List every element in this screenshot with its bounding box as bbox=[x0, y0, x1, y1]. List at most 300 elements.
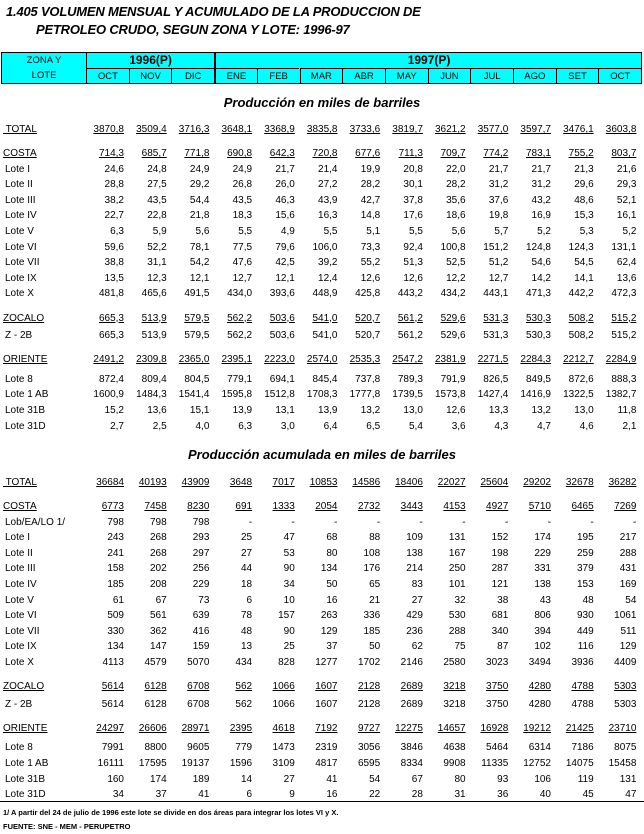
cell-value: - bbox=[547, 516, 551, 528]
cell-value: 15458 bbox=[608, 758, 637, 769]
cell-value: 13,9 bbox=[318, 405, 338, 416]
cell-value: 176 bbox=[363, 563, 381, 575]
cell-value: 2732 bbox=[357, 501, 381, 513]
cell-value: 2146 bbox=[400, 657, 423, 669]
cell-value: 2395 bbox=[229, 722, 253, 734]
cell-value: 158 bbox=[107, 563, 124, 575]
cell-value: 5,2 bbox=[537, 226, 551, 238]
table-row bbox=[0, 311, 644, 327]
cell-value: 198 bbox=[491, 547, 509, 559]
cell-value: 43,5 bbox=[147, 194, 167, 206]
cell-value: 3597,7 bbox=[520, 124, 551, 135]
cell-value: 529,6 bbox=[440, 330, 466, 342]
row-label: Lote II bbox=[5, 179, 33, 191]
header-month-jul: JUL bbox=[470, 68, 513, 83]
table-row bbox=[0, 146, 644, 162]
cell-value: 515,2 bbox=[611, 312, 637, 324]
cell-value: 5614 bbox=[101, 681, 124, 693]
cell-value: 530,3 bbox=[525, 312, 551, 324]
cell-value: 43,2 bbox=[531, 194, 551, 206]
title-line-1: 1.405 VOLUMEN MENSUAL Y ACUMULADO DE LA PRODUCCION DE bbox=[6, 4, 421, 19]
row-label: Lote X bbox=[5, 288, 34, 300]
cell-value: 243 bbox=[107, 532, 124, 544]
cell-value: 169 bbox=[619, 579, 637, 591]
cell-value: 8230 bbox=[187, 501, 210, 513]
cell-value: 4113 bbox=[102, 657, 124, 669]
cell-value: 34 bbox=[283, 579, 295, 591]
cell-value: 12,7 bbox=[232, 272, 253, 284]
cell-value: - bbox=[504, 516, 509, 528]
cell-value: 481,8 bbox=[98, 288, 124, 300]
cell-value: 1573,8 bbox=[435, 389, 466, 401]
cell-value: 34 bbox=[112, 789, 124, 801]
cell-value: 888,3 bbox=[611, 373, 637, 385]
cell-value: 25 bbox=[240, 532, 253, 544]
cell-value: 465,6 bbox=[141, 288, 167, 300]
table-row bbox=[0, 515, 644, 531]
cell-value: 443,2 bbox=[397, 288, 423, 300]
cell-value: 4618 bbox=[272, 722, 295, 734]
cell-value: 59,6 bbox=[104, 241, 124, 253]
table-row bbox=[0, 352, 644, 368]
cell-value: 1484,3 bbox=[136, 389, 167, 401]
cell-value: 5303 bbox=[614, 698, 637, 710]
cell-value: 779,1 bbox=[227, 373, 253, 385]
cell-value: 16 bbox=[326, 789, 338, 801]
cell-value: 116 bbox=[577, 641, 594, 653]
cell-value: 27 bbox=[283, 773, 295, 785]
cell-value: 11,8 bbox=[617, 405, 637, 416]
cell-value: 393,6 bbox=[269, 288, 295, 300]
cell-value: 3476,1 bbox=[563, 124, 594, 135]
cell-value: 14586 bbox=[352, 477, 381, 488]
cell-value: 52,1 bbox=[616, 194, 637, 206]
cell-value: 3577,0 bbox=[477, 124, 509, 135]
cell-value: 16111 bbox=[97, 758, 124, 769]
cell-value: 3218 bbox=[443, 698, 466, 710]
cell-value: 12,6 bbox=[403, 272, 423, 284]
cell-value: 208 bbox=[150, 579, 167, 591]
cell-value: 26,0 bbox=[275, 179, 295, 191]
cell-value: 14,2 bbox=[531, 272, 551, 284]
table-row bbox=[0, 372, 644, 388]
footnote: 1/ A partir del 24 de julio de 1996 este lote se divide en dos áreas para integrar los lotes VI y X. bbox=[3, 808, 339, 817]
cell-value: 217 bbox=[619, 532, 637, 544]
cell-value: 54,4 bbox=[189, 194, 210, 206]
cell-value: 44 bbox=[240, 563, 253, 575]
row-label: Lote IV bbox=[5, 579, 37, 591]
title-line-2: PETROLEO CRUDO, SEGUN ZONA Y LOTE: 1996-97 bbox=[36, 22, 350, 37]
cell-value: 3,6 bbox=[451, 420, 466, 432]
cell-value: 83 bbox=[411, 579, 423, 591]
cell-value: 826,5 bbox=[483, 373, 509, 385]
cell-value: 2284,9 bbox=[605, 354, 637, 366]
cell-value: 297 bbox=[192, 547, 210, 559]
cell-value: 331 bbox=[534, 563, 551, 575]
cell-value: 21,4 bbox=[318, 163, 338, 175]
cell-value: 2,1 bbox=[622, 420, 637, 432]
cell-value: 14 bbox=[240, 773, 253, 785]
cell-value: 503,6 bbox=[269, 312, 295, 324]
cell-value: 7186 bbox=[571, 742, 594, 754]
cell-value: 25604 bbox=[480, 477, 509, 488]
cell-value: 579,5 bbox=[184, 330, 210, 342]
cumulative-table-body bbox=[0, 475, 644, 803]
cell-value: 562,2 bbox=[227, 312, 253, 324]
table-row bbox=[0, 772, 644, 788]
cell-value: 2,5 bbox=[152, 420, 167, 432]
cell-value: 47,6 bbox=[232, 257, 253, 269]
cell-value: 129 bbox=[320, 625, 338, 637]
cell-value: 561 bbox=[150, 610, 167, 622]
cell-value: 31,2 bbox=[488, 179, 509, 191]
cell-value: 5,4 bbox=[408, 420, 423, 432]
cell-value: 2491,2 bbox=[93, 354, 124, 366]
cell-value: 195 bbox=[577, 532, 594, 544]
cell-value: 36684 bbox=[96, 477, 124, 488]
cell-value: 2580 bbox=[443, 657, 466, 669]
cell-value: 1541,4 bbox=[178, 389, 210, 401]
cell-value: 73,3 bbox=[360, 241, 381, 253]
cell-value: 771,8 bbox=[184, 148, 210, 160]
cell-value: 61 bbox=[112, 594, 124, 606]
cell-value: 6,3 bbox=[110, 226, 124, 238]
table-row bbox=[0, 499, 644, 515]
cell-value: 159 bbox=[192, 641, 210, 653]
table-row bbox=[0, 286, 644, 302]
cell-value: 138 bbox=[406, 547, 423, 559]
cell-value: 40193 bbox=[138, 477, 167, 488]
cell-value: 694,1 bbox=[269, 373, 295, 385]
table-row bbox=[0, 177, 644, 193]
row-label: Lote 31D bbox=[5, 789, 46, 801]
cell-value: 48 bbox=[582, 594, 594, 606]
cell-value: 798 bbox=[107, 516, 124, 528]
cell-value: 14657 bbox=[437, 722, 466, 734]
cell-value: 12,3 bbox=[147, 272, 167, 284]
cell-value: 46,3 bbox=[275, 194, 295, 206]
cell-value: 2535,3 bbox=[349, 354, 381, 366]
cell-value: 508,2 bbox=[568, 330, 594, 342]
cell-value: 2381,9 bbox=[435, 354, 466, 366]
cell-value: 13,2 bbox=[360, 405, 381, 416]
header-month-jun: JUN bbox=[428, 68, 471, 83]
cell-value: 1473 bbox=[272, 742, 295, 754]
cell-value: 48 bbox=[240, 625, 253, 637]
cell-value: 2309,8 bbox=[136, 354, 167, 366]
cell-value: 17595 bbox=[138, 758, 167, 769]
cell-value: 434 bbox=[235, 657, 253, 669]
cell-value: 639 bbox=[192, 610, 210, 622]
cell-value: 9605 bbox=[187, 742, 210, 754]
cell-value: 714,3 bbox=[98, 148, 124, 160]
cell-value: 87 bbox=[497, 641, 509, 653]
cell-value: - bbox=[376, 516, 381, 528]
cell-value: 471,3 bbox=[525, 288, 551, 300]
cell-value: 791,9 bbox=[440, 373, 466, 385]
cell-value: 13 bbox=[240, 641, 253, 653]
cell-value: 2319 bbox=[315, 742, 338, 754]
cell-value: 8800 bbox=[144, 742, 167, 754]
cell-value: 256 bbox=[192, 563, 210, 575]
cell-value: 26,8 bbox=[232, 179, 253, 191]
cell-value: 7192 bbox=[315, 722, 338, 734]
table-header bbox=[1, 52, 642, 84]
cell-value: 78 bbox=[240, 610, 253, 622]
cell-value: 520,7 bbox=[355, 330, 381, 342]
cell-value: 16928 bbox=[480, 722, 509, 734]
cell-value: 27 bbox=[240, 547, 253, 559]
cell-value: 43,9 bbox=[318, 194, 338, 206]
cell-value: 15,1 bbox=[189, 405, 210, 416]
cell-value: 5,7 bbox=[494, 226, 509, 238]
table-row bbox=[0, 721, 644, 737]
cell-value: 77,5 bbox=[232, 241, 253, 253]
cell-value: 5070 bbox=[187, 657, 210, 669]
row-label: Lote 31D bbox=[5, 420, 46, 432]
cell-value: 14075 bbox=[565, 758, 594, 769]
cell-value: 681 bbox=[491, 610, 509, 622]
cell-value: - bbox=[590, 516, 594, 528]
cell-value: 17,6 bbox=[403, 210, 423, 222]
cell-value: 362 bbox=[150, 625, 167, 637]
cell-value: 30,1 bbox=[403, 179, 423, 191]
cell-value: 27,2 bbox=[318, 179, 338, 191]
cell-value: 3716,3 bbox=[178, 124, 210, 135]
cell-value: 35,6 bbox=[446, 194, 466, 206]
table-row bbox=[0, 387, 644, 403]
cell-value: 691 bbox=[235, 501, 253, 513]
cell-value: 2395,1 bbox=[221, 354, 253, 366]
cell-value: 21 bbox=[369, 594, 381, 606]
cell-value: 1277 bbox=[315, 657, 338, 669]
cell-value: 1066 bbox=[272, 698, 295, 710]
cell-value: 5,5 bbox=[323, 226, 338, 238]
cell-value: 241 bbox=[107, 547, 124, 559]
cell-value: 108 bbox=[363, 547, 381, 559]
row-label: Lote III bbox=[5, 563, 36, 575]
cell-value: 293 bbox=[192, 532, 210, 544]
cell-value: 24,9 bbox=[232, 163, 253, 175]
cell-value: 6708 bbox=[187, 698, 210, 710]
cell-value: 52,2 bbox=[147, 241, 167, 253]
cell-value: 13,9 bbox=[232, 405, 253, 416]
cell-value: 4409 bbox=[614, 657, 637, 669]
header-month-abr: ABR bbox=[342, 68, 385, 83]
row-label: Lote 8 bbox=[5, 742, 33, 754]
cell-value: 28 bbox=[411, 789, 423, 801]
cell-value: 5,3 bbox=[579, 226, 594, 238]
cell-value: 16,9 bbox=[531, 210, 551, 222]
cell-value: 19212 bbox=[523, 722, 551, 734]
cell-value: 138 bbox=[534, 579, 551, 591]
cell-value: 3750 bbox=[486, 698, 509, 710]
cell-value: 42,5 bbox=[275, 257, 295, 269]
cell-value: 45 bbox=[582, 789, 594, 801]
cell-value: 51,3 bbox=[403, 257, 423, 269]
cell-value: 131,1 bbox=[611, 241, 637, 253]
cell-value: 541,0 bbox=[312, 312, 338, 324]
cell-value: 5,6 bbox=[195, 226, 210, 238]
cell-value: 18,6 bbox=[446, 210, 466, 222]
cell-value: 4788 bbox=[571, 681, 594, 693]
cell-value: 6314 bbox=[528, 742, 551, 754]
cell-value: 174 bbox=[150, 773, 167, 785]
cell-value: 21,7 bbox=[531, 163, 551, 175]
table-row bbox=[0, 255, 644, 271]
cell-value: 798 bbox=[192, 516, 210, 528]
cell-value: 872,6 bbox=[568, 373, 594, 385]
cell-value: 19,8 bbox=[488, 210, 509, 222]
cell-value: 29,2 bbox=[189, 179, 210, 191]
cell-value: 79,6 bbox=[275, 241, 295, 253]
cell-value: 872,4 bbox=[98, 373, 124, 385]
table-row bbox=[0, 240, 644, 256]
header-month-oct: OCT bbox=[86, 68, 129, 83]
cell-value: 530,3 bbox=[525, 330, 551, 342]
cell-value: 39,2 bbox=[318, 257, 338, 269]
cell-value: 27 bbox=[411, 594, 423, 606]
cell-value: 10 bbox=[283, 594, 295, 606]
cell-value: 12,2 bbox=[446, 272, 466, 284]
cell-value: 737,8 bbox=[355, 373, 381, 385]
cell-value: 32678 bbox=[565, 477, 594, 488]
row-label: COSTA bbox=[3, 148, 37, 160]
cell-value: 930 bbox=[577, 610, 594, 622]
cell-value: 12,4 bbox=[318, 272, 338, 284]
divider bbox=[0, 801, 644, 802]
cell-value: 1416,9 bbox=[520, 389, 551, 401]
table-row bbox=[0, 193, 644, 209]
cell-value: 1607 bbox=[315, 681, 338, 693]
cell-value: 67 bbox=[411, 773, 423, 785]
cell-value: 509 bbox=[107, 610, 124, 622]
cell-value: 340 bbox=[491, 625, 509, 637]
cell-value: 6128 bbox=[144, 681, 167, 693]
cell-value: 789,3 bbox=[397, 373, 423, 385]
cell-value: 1607 bbox=[315, 698, 338, 710]
cell-value: 131 bbox=[619, 773, 637, 785]
cell-value: 6595 bbox=[357, 758, 381, 769]
cell-value: 448,9 bbox=[312, 288, 338, 300]
cell-value: 5614 bbox=[101, 698, 124, 710]
table-row bbox=[0, 530, 644, 546]
header-year-1996: 1996(P) bbox=[86, 53, 214, 68]
cell-value: 65 bbox=[369, 579, 381, 591]
cell-value: 7269 bbox=[614, 501, 637, 513]
cell-value: 160 bbox=[107, 773, 124, 785]
cell-value: 21425 bbox=[565, 722, 594, 734]
cell-value: 101 bbox=[448, 579, 466, 591]
cell-value: 153 bbox=[577, 579, 594, 591]
cell-value: 2212,7 bbox=[563, 354, 594, 366]
cell-value: 5,5 bbox=[238, 226, 253, 238]
cell-value: 2574,0 bbox=[306, 354, 338, 366]
row-label: COSTA bbox=[3, 501, 37, 513]
cell-value: 685,7 bbox=[141, 148, 167, 160]
cell-value: 828 bbox=[278, 657, 295, 669]
cell-value: 24297 bbox=[96, 722, 124, 734]
table-row bbox=[0, 224, 644, 240]
cell-value: 6465 bbox=[571, 501, 594, 513]
cell-value: 14,1 bbox=[574, 272, 594, 284]
cell-value: 394 bbox=[534, 625, 551, 637]
cell-value: 4153 bbox=[443, 501, 466, 513]
cell-value: 561,2 bbox=[397, 330, 423, 342]
cell-value: 124,3 bbox=[568, 241, 594, 253]
table-row bbox=[0, 697, 644, 713]
cell-value: 804,5 bbox=[184, 373, 210, 385]
cell-value: 21,7 bbox=[488, 163, 509, 175]
cell-value: 214 bbox=[406, 563, 423, 575]
cell-value: 12752 bbox=[523, 758, 551, 769]
row-label: Lote IX bbox=[5, 641, 37, 653]
cell-value: 13,6 bbox=[147, 405, 167, 416]
table-row bbox=[0, 577, 644, 593]
cell-value: 268 bbox=[150, 532, 167, 544]
cell-value: 774,2 bbox=[483, 148, 509, 160]
row-label: Lote X bbox=[5, 657, 34, 669]
table-row bbox=[0, 756, 644, 772]
cell-value: - bbox=[248, 516, 253, 528]
row-label: Lote 8 bbox=[5, 373, 33, 385]
cell-value: 379 bbox=[577, 563, 594, 575]
cell-value: 665,3 bbox=[98, 312, 124, 324]
row-label: Lote II bbox=[5, 547, 33, 559]
cell-value: 24,8 bbox=[147, 163, 167, 175]
cell-value: 40 bbox=[539, 789, 551, 801]
cell-value: 13,1 bbox=[275, 405, 295, 416]
row-label: Lote VII bbox=[5, 625, 40, 637]
row-label: Z - 2B bbox=[5, 698, 33, 710]
row-label: Lote 31B bbox=[5, 773, 46, 785]
cell-value: 147 bbox=[150, 641, 167, 653]
cell-value: 1702 bbox=[357, 657, 381, 669]
cell-value: 16 bbox=[326, 594, 338, 606]
cell-value: 3648,1 bbox=[221, 124, 253, 135]
cell-value: - bbox=[334, 516, 338, 528]
row-label: TOTAL bbox=[3, 124, 37, 135]
cell-value: 3494 bbox=[528, 657, 551, 669]
cell-value: 92,4 bbox=[403, 241, 423, 253]
source-note: FUENTE: SNE - MEM - PERUPETRO bbox=[3, 822, 131, 831]
table-row bbox=[0, 608, 644, 624]
cell-value: 2223,0 bbox=[264, 354, 295, 366]
cell-value: 690,8 bbox=[227, 148, 253, 160]
cell-value: 38,2 bbox=[104, 194, 124, 206]
row-label: ORIENTE bbox=[3, 722, 48, 734]
cell-value: 472,3 bbox=[611, 288, 637, 300]
cell-value: 541,0 bbox=[312, 330, 338, 342]
cell-value: 21,7 bbox=[275, 163, 295, 175]
cell-value: 12,7 bbox=[488, 272, 509, 284]
cell-value: 54 bbox=[625, 594, 637, 606]
cell-value: 51,2 bbox=[488, 257, 509, 269]
cell-value: 6 bbox=[246, 594, 253, 606]
cell-value: 3218 bbox=[443, 681, 466, 693]
row-label: Lote 1 AB bbox=[5, 389, 49, 401]
cell-value: 12,6 bbox=[360, 272, 381, 284]
cell-value: 28,2 bbox=[446, 179, 466, 191]
cell-value: 665,3 bbox=[98, 330, 124, 342]
cell-value: 520,7 bbox=[355, 312, 381, 324]
table-row bbox=[0, 208, 644, 224]
cell-value: 511 bbox=[620, 625, 637, 637]
cell-value: 43,5 bbox=[232, 194, 253, 206]
cell-value: 31 bbox=[454, 789, 466, 801]
cell-value: 642,3 bbox=[269, 148, 295, 160]
cell-value: 443,1 bbox=[483, 288, 509, 300]
